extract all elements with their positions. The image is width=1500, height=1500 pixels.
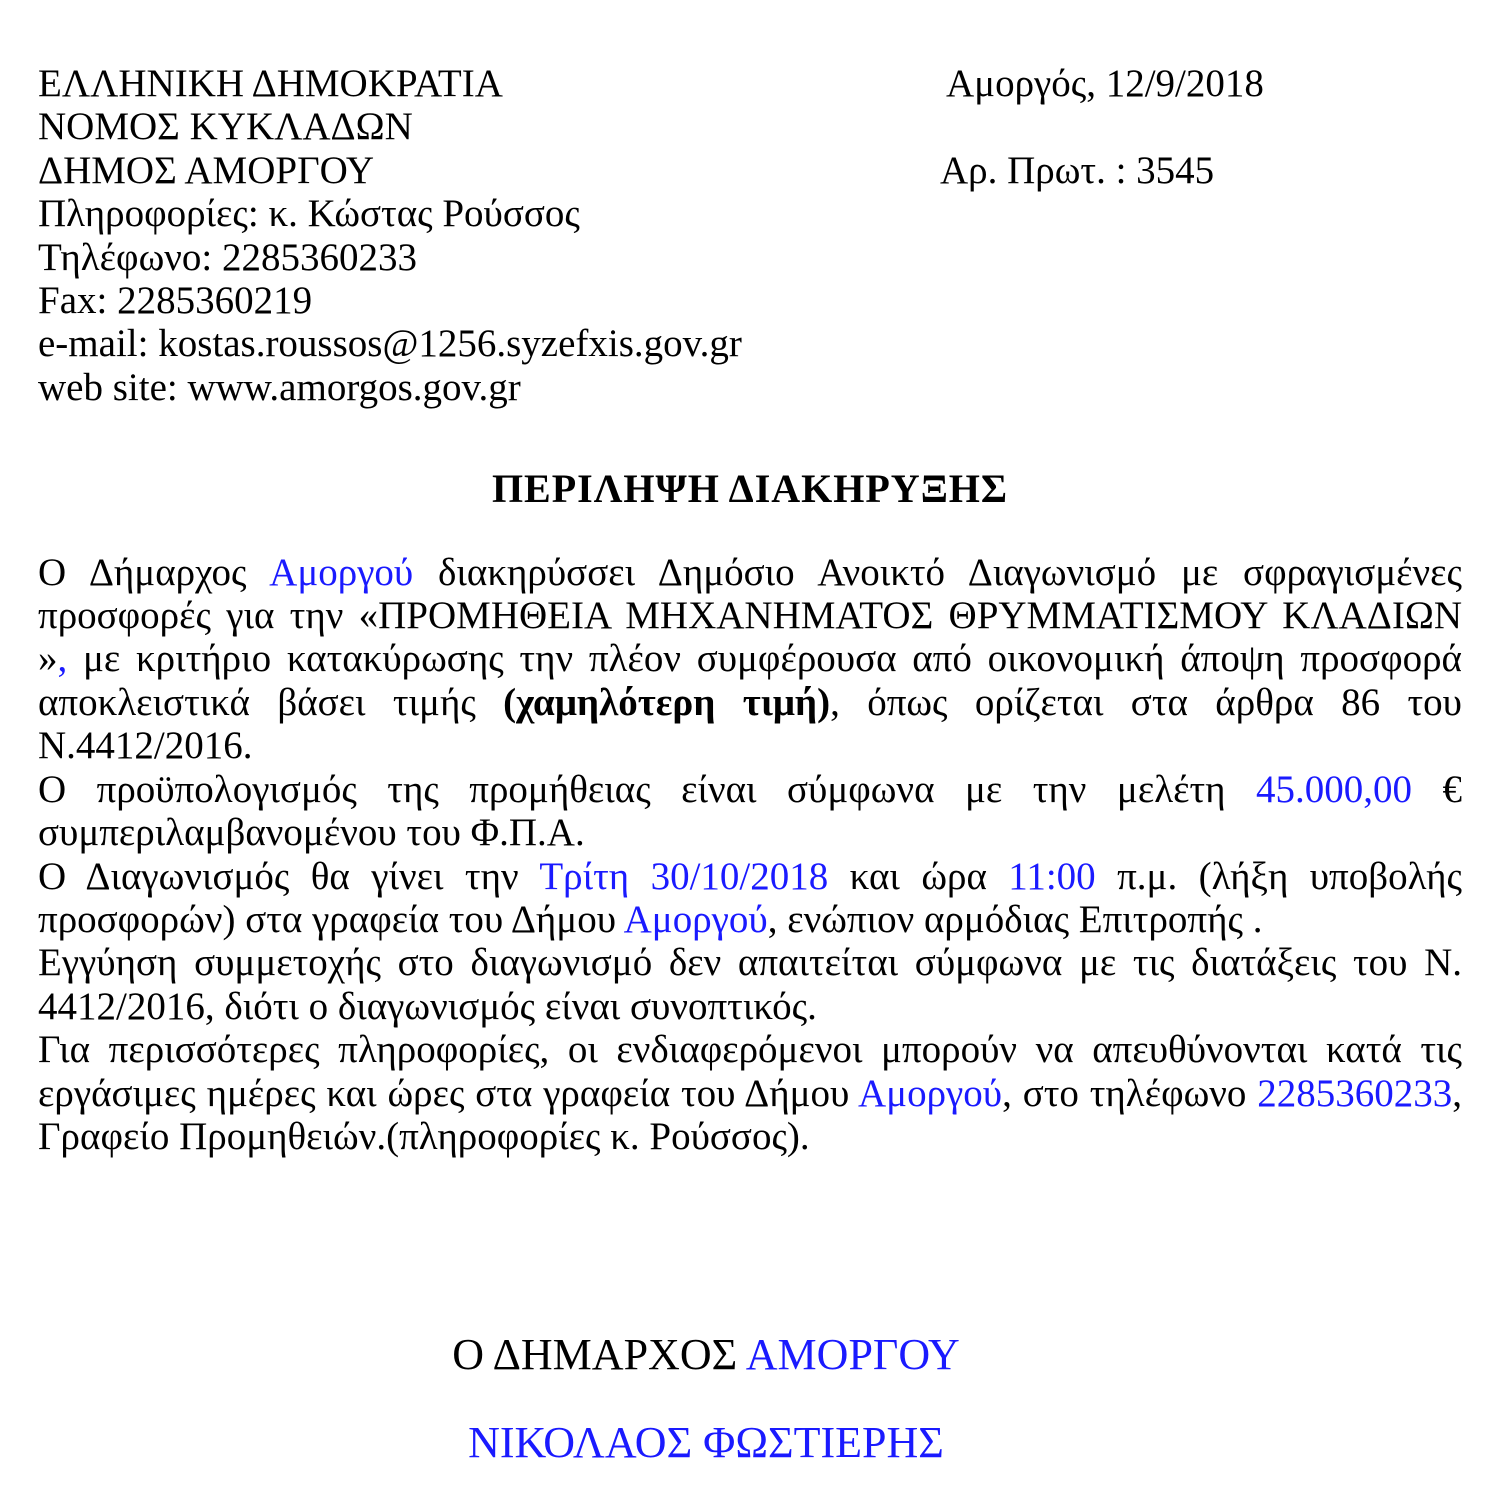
text-segment: Ο Διαγωνισμός θα γίνει την — [38, 854, 540, 898]
sender-municipality-line: ΔΗΜΟΣ ΑΜΟΡΓΟΥ — [38, 148, 375, 192]
sender-prefecture-line: ΝΟΜΟΣ ΚΥΚΛΑΔΩΝ — [38, 105, 413, 149]
sender-website-line: web site: www.amorgos.gov.gr — [38, 365, 521, 409]
text-segment: με κριτήριο κατακύρωσης την πλέον συμφέρουσα από οικονομική άποψη προσφορά αποκλειστικά βάσει τιμής — [38, 637, 1462, 724]
letterhead — [38, 62, 1462, 409]
municipality-name-highlight: Αμοργού — [269, 550, 414, 594]
text-segment: Ο Δήμαρχος — [38, 550, 270, 594]
text-segment: , ενώπιον αρμόδιας Επιτροπής . — [767, 897, 1263, 941]
text-segment: Ο προϋπολογισμός της προμήθειας είναι σύμφωνα με την μελέτη — [38, 767, 1257, 811]
signature-title-line — [38, 1331, 1374, 1379]
text-segment: € συμπεριλαμβανομένου του Φ.Π.Α. — [38, 767, 1463, 855]
text-segment: Για περισσότερες πληροφορίες, οι ενδιαφερόμενοι μπορούν να απευθύνονται κατά τις εργάσιμες ημέρες και ώρες στα γραφεία του Δήμου — [38, 1028, 1462, 1115]
paragraph-guarantee — [38, 941, 1462, 1028]
budget-amount-highlight: 45.000,00 — [1256, 767, 1413, 811]
sender-email-line: e-mail: kostas.roussos@1256.syzefxis.gov.gr — [38, 322, 742, 366]
text-segment: Εγγύηση συμμετοχής στο διαγωνισμό δεν απαιτείται σύμφωνα με τις διατάξεις του Ν. 4412/2016, διότι ο διαγωνισμός είναι συνοπτικός. — [38, 941, 1462, 1028]
text-segment: , Γραφείο Προμηθειών.(πληροφορίες κ. Ρούσσος). — [38, 1071, 1462, 1158]
info-phone-highlight: 2285360233 — [1257, 1071, 1453, 1115]
paragraph-tender-date — [38, 855, 1462, 942]
sender-phone-line: Τηλέφωνο: 2285360233 — [38, 235, 417, 279]
document-body — [38, 551, 1462, 1159]
text-segment: , όπως ορίζεται στα άρθρα 86 του Ν.4412/2016. — [38, 680, 1462, 768]
text-segment: π.μ. (λήξη υποβολής προσφορών) στα γραφεία του Δήμου — [38, 854, 1462, 941]
text-segment: , στο τηλέφωνο — [1002, 1071, 1258, 1115]
sender-fax-line: Fax: 2285360219 — [38, 279, 313, 323]
document-title: ΠΕΡΙΛΗΨΗ ΔΙΑΚΗΡΥΞΗΣ — [491, 466, 1009, 512]
text-segment: και ώρα — [828, 854, 1009, 898]
signature-name-line: ΝΙΚΟΛΑΟΣ ΦΩΣΤΙΕΡΗΣ — [468, 1418, 944, 1467]
blue-comma: , — [57, 637, 68, 681]
sender-authority-line: ΕΛΛΗΝΙΚΗ ΔΗΜΟΚΡΑΤΙΑ — [38, 62, 503, 105]
sender-contact-person-line: Πληροφορίες: κ. Κώστας Ρούσσος — [38, 192, 580, 236]
paragraph-more-info — [38, 1028, 1462, 1158]
tender-time-highlight: 11:00 — [1008, 854, 1096, 898]
paragraph-budget — [38, 768, 1462, 855]
sender-block — [38, 62, 1462, 409]
protocol-number-line: Αρ. Πρωτ. : 3545 — [940, 148, 1215, 192]
lowest-price-bold: (χαμηλότερη τιμή) — [503, 680, 831, 724]
municipality-name-highlight: Αμοργού — [858, 1071, 1003, 1115]
mayor-title-text: Ο ΔΗΜΑΡΧΟΣ — [452, 1330, 746, 1379]
signature-block — [38, 1331, 1462, 1467]
municipality-name-highlight: Αμοργού — [623, 897, 768, 941]
municipality-name-highlight: ΑΜΟΡΓΟΥ — [745, 1330, 960, 1379]
paragraph-proclamation — [38, 551, 1462, 768]
text-segment: διακηρύσσει Δημόσιο Ανοικτό Διαγωνισμό με σφραγισμένες προσφορές για την «ΠΡΟΜΗΘΕΙΑ ΜΗΧΑΝΗΜΑΤΟΣ ΘΡΥΜΜΑΤΙΣΜΟΥ ΚΛΑΔΙΩΝ » — [38, 550, 1462, 681]
tender-date-highlight: Τρίτη 30/10/2018 — [539, 854, 829, 898]
place-date-line: Αμοργός, 12/9/2018 — [946, 62, 1264, 105]
